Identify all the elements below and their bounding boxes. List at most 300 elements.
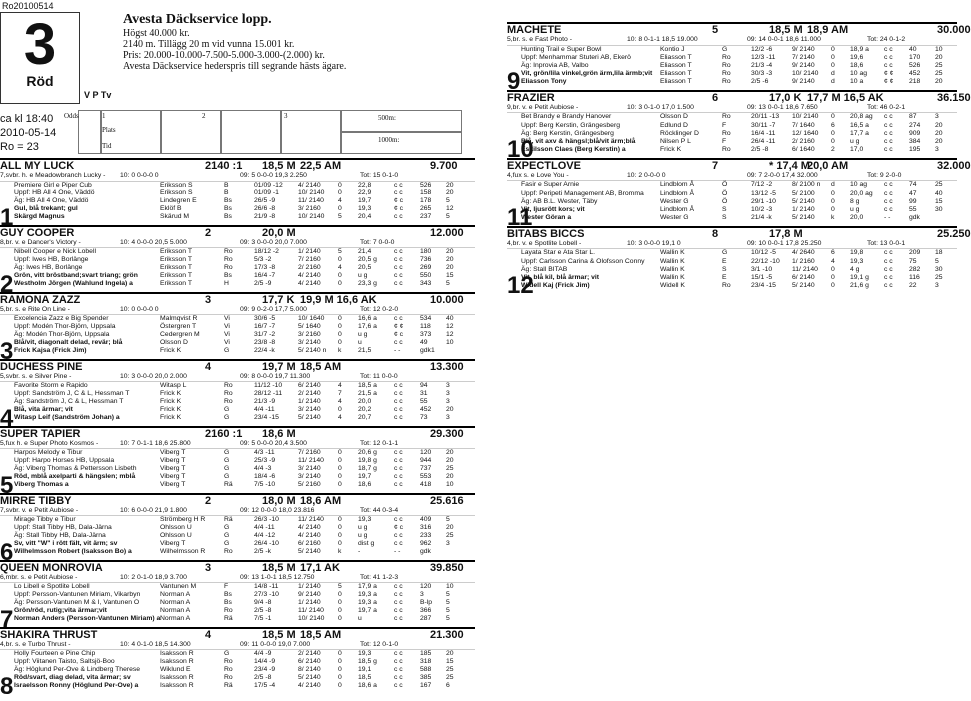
history-cell: 0 (831, 205, 835, 213)
history-cell: Rä (224, 480, 233, 488)
history-cell: Ohlsson U (160, 532, 192, 540)
history-cell: Strömberg H R (160, 516, 206, 524)
history-cell: Eliasson T (660, 61, 692, 69)
history-cell: c c (394, 472, 403, 480)
history-cell: 14/4 -9 (254, 658, 276, 666)
start-history-row (0, 674, 475, 682)
history-cell: 01/09 -12 (254, 181, 283, 189)
history-cell: Isaksson R (160, 673, 194, 681)
history-cell: 6 (831, 249, 835, 257)
horse-detail: Blå/vit, diagonalt delad, revär; blå (14, 339, 123, 347)
horse-detail: Vit, blå kil, blå ärmar; vit (521, 273, 600, 281)
history-cell: 5/ 2140 (298, 413, 321, 421)
horse-stats: Tot: 11 0-0-0 (360, 372, 398, 380)
history-cell: c c (394, 248, 403, 256)
history-cell: 20 (446, 449, 454, 457)
history-cell: 384 (909, 137, 921, 145)
history-cell: 120 (420, 449, 432, 457)
history-cell: Ro (722, 61, 731, 69)
history-cell: 20 (446, 256, 454, 264)
tid-label: Tid (102, 142, 112, 150)
history-cell: 19,8 g (358, 457, 377, 465)
history-cell: 94 (420, 382, 428, 390)
history-cell: 7/12 -2 (751, 181, 773, 189)
history-cell: 534 (420, 315, 432, 323)
history-cell: 10/ 2140 (298, 614, 325, 622)
history-cell: 20,4 (358, 213, 372, 221)
history-cell: gdk1 (420, 346, 435, 354)
race-title-block (123, 12, 346, 72)
history-cell: 3 (446, 390, 450, 398)
history-cell: 452 (909, 69, 921, 77)
history-cell: c c (394, 539, 403, 547)
history-cell: 18,6 (358, 480, 372, 488)
history-cell: 20 (446, 248, 454, 256)
horse-stats: 09: 11 0-0-0 19,0 7.000 (240, 640, 311, 648)
history-cell: Rä (224, 516, 233, 524)
history-cell: 20,5 g (358, 256, 377, 264)
history-cell: 5/ 2160 (298, 480, 321, 488)
history-cell: 11/ 2140 (298, 516, 324, 524)
horse-stats: 09: 8 0-0-0 19,7 11.300 (240, 372, 311, 380)
history-cell: 75 (909, 257, 917, 265)
start-history-row (0, 540, 475, 548)
history-cell: 10 ag (850, 181, 868, 189)
history-cell: 0 (338, 681, 342, 689)
history-cell: 0 (338, 516, 342, 524)
history-cell: 14/8 -11 (254, 583, 279, 591)
earnings: 21.300 (430, 628, 464, 641)
history-cell: 21,4 (358, 248, 372, 256)
history-cell: 18/4 -6 (254, 472, 276, 480)
history-cell: c c (394, 532, 403, 540)
history-cell: Olsson D (660, 113, 688, 121)
history-cell: 3 (446, 413, 450, 421)
history-cell: c c (884, 265, 893, 273)
start-history-row (0, 591, 475, 599)
earnings: 25.616 (430, 494, 464, 507)
history-cell: B (224, 189, 229, 197)
history-cell: 0 (338, 614, 342, 622)
horse-entry (0, 627, 475, 700)
history-cell: 9/ 2140 (792, 77, 815, 85)
history-cell: Vantunen M (160, 583, 197, 591)
history-cell: 0 (338, 658, 342, 666)
history-cell: 7/5 -10 (254, 480, 276, 488)
history-cell: 5 (446, 516, 450, 524)
start-number: 4 (0, 404, 14, 432)
post-position: 4 (205, 628, 212, 641)
history-cell: u g (358, 524, 368, 532)
horse-detail: Äg: Viberg Thomas & Pettersson Lisbeth (14, 465, 137, 473)
history-cell: d (831, 181, 835, 189)
history-cell: - (358, 547, 361, 555)
history-cell: c c (394, 272, 403, 280)
history-cell: 25 (935, 273, 943, 281)
record-2: 20,0 AM (807, 159, 849, 172)
start-history-row (0, 339, 475, 347)
record-1: 20,0 M (262, 226, 296, 239)
horse-stats: 10: 3 0-0-0 20,0 2.000 (120, 372, 187, 380)
history-cell: Ro (224, 665, 233, 673)
history-cell: 962 (420, 539, 432, 547)
history-cell: 20/11 -13 (751, 113, 780, 121)
history-cell: Viberg T (160, 465, 186, 473)
horse-name: SUPER TAPIER (0, 427, 81, 440)
history-cell: 18,5 (358, 673, 372, 681)
history-cell: 3/ 2140 (298, 339, 321, 347)
post-position: 4 (205, 360, 212, 373)
horse-stats: Tot: 15 0-1-0 (360, 172, 399, 179)
history-cell: 7 (338, 390, 342, 398)
history-cell: 23/4 -15 (751, 281, 776, 289)
race-header (0, 12, 475, 155)
start-history-row (0, 481, 475, 489)
history-cell: 2/5 -k (254, 547, 271, 555)
history-cell: c c (394, 673, 403, 681)
history-cell: 20,0 (358, 398, 372, 406)
horse-detail: Lo Libell e Spotlite Lobell (14, 583, 90, 591)
history-cell: 0 (831, 197, 835, 205)
horse-name: SHAKIRA THRUST (0, 628, 98, 641)
history-cell: 5 (446, 197, 450, 205)
history-cell: Frick K (160, 406, 182, 414)
history-cell: Frick K (160, 390, 182, 398)
history-cell: 16/4 -11 (751, 129, 776, 137)
history-cell: 22 (909, 281, 917, 289)
history-cell: 17,9 a (358, 583, 377, 591)
history-cell: 158 (420, 189, 432, 197)
history-cell: k (831, 213, 835, 221)
history-cell: 0 (338, 524, 342, 532)
history-cell: c c (394, 181, 403, 189)
horse-stats: 5,svbr. s. e Silver Pine - (0, 372, 72, 380)
history-cell: 3/1 -10 (751, 265, 773, 273)
start-number: 1 (0, 204, 14, 231)
horse-stats: 10: 0 0-0-0 0 (120, 305, 159, 313)
history-cell: Wester G (660, 197, 689, 205)
history-cell: 19,3 (358, 650, 372, 658)
history-cell: 26/6 -8 (254, 205, 276, 213)
history-cell: Frick K (160, 398, 182, 406)
history-cell: 40 (909, 45, 917, 53)
start-history-row (0, 650, 475, 658)
history-cell: Bs (224, 599, 232, 606)
record-2: 17,7 M 16,5 AK (807, 91, 884, 104)
history-cell: 4/4 -9 (254, 650, 272, 658)
history-cell: 27/3 -10 (254, 591, 279, 599)
horse-stats: 9,br. v. e Petit Aubiose - (507, 103, 579, 111)
horse-stats: 09: 14 0-0-1 18,6 11.000 (747, 36, 821, 43)
history-cell: 21,6 g (850, 281, 869, 289)
history-cell: 4/ 2140 (298, 532, 321, 540)
race-title: Avesta Däckservice lopp. (123, 12, 272, 27)
history-cell: 9/4 -8 (254, 599, 272, 606)
history-cell: Röcklinger D (660, 129, 699, 137)
earnings: 36.150 (937, 91, 971, 104)
horse-detail: Röd, mblå axelparti & hängslen; mblå (14, 472, 136, 480)
history-cell: c c (394, 480, 403, 488)
horse-stats: 4,br. s. e Turbo Thrust - (0, 640, 71, 648)
history-cell: 19,3 (358, 516, 372, 524)
history-cell: 47 (909, 189, 917, 197)
history-cell: 20,0 (850, 213, 864, 221)
history-cell: c c (884, 281, 893, 289)
history-cell: 25 (935, 69, 943, 77)
history-cell: 9/ 2140 (792, 61, 815, 69)
history-cell: Eriksson T (160, 256, 192, 264)
history-cell: 5 (446, 591, 450, 599)
start-history-row (0, 347, 475, 355)
start-history-row (507, 198, 957, 206)
history-cell: 2 (831, 145, 835, 153)
horse-stats: Tot: 41 1-2-3 (360, 573, 399, 581)
history-cell: c c (394, 599, 403, 606)
history-cell: 12 (446, 205, 454, 213)
history-cell: 0 (338, 189, 342, 197)
history-cell: 7/ 2140 (792, 53, 815, 61)
horse-entry (507, 226, 971, 299)
start-history-row (0, 465, 475, 473)
history-cell: 15 (935, 197, 943, 205)
race-number: 3 (23, 12, 57, 77)
history-cell: E (722, 257, 727, 265)
start-history-row (507, 266, 957, 274)
history-cell: 25 (446, 673, 454, 681)
history-cell: 8/ 2100 n (792, 181, 821, 189)
history-cell: 18,5 a (358, 382, 377, 390)
history-cell: Ro (722, 53, 731, 61)
history-cell: 269 (420, 264, 432, 272)
record-2: 18,5 AM (300, 360, 342, 373)
history-cell: 209 (909, 249, 921, 257)
post-position: 2140 :1 (205, 160, 243, 172)
history-cell: 0 (338, 205, 342, 213)
history-cell: 737 (420, 465, 432, 473)
history-cell: ¢ c (394, 197, 404, 205)
start-number: 3 (0, 337, 14, 365)
horse-detail: Äg: Sandström J, C & L, Hessman T (14, 398, 124, 406)
history-cell: 1/ 2160 (792, 257, 815, 265)
history-cell: 10 (446, 583, 454, 591)
earnings: 10.000 (430, 293, 464, 306)
history-cell: 11/ 2140 (298, 457, 324, 465)
race-time: ca kl 18:40 (0, 113, 54, 125)
history-cell: 0 (338, 315, 342, 323)
history-cell: Vi (224, 315, 230, 323)
start-history-row (507, 190, 957, 198)
history-cell: Wilhelmsson R (160, 547, 206, 555)
history-cell: Bs (224, 272, 232, 280)
horse-stats: Tot: 12 0-1-0 (360, 640, 399, 648)
history-cell: 29/1 -10 (751, 197, 776, 205)
history-cell: G (224, 532, 230, 540)
history-cell: ¢ ¢ (394, 323, 404, 331)
history-cell: 15/1 -5 (751, 273, 773, 281)
start-history-row (0, 398, 475, 406)
start-history-row (0, 382, 475, 390)
start-history-row (0, 516, 475, 524)
history-cell: Bs (224, 213, 232, 221)
horse-detail: Norman Anders (Persson-Vantunen Miriam) a (14, 614, 161, 622)
history-cell: 2/5 -8 (254, 673, 272, 681)
history-cell: 5 (446, 599, 450, 606)
start-history-row (507, 46, 957, 54)
earnings: 39.850 (430, 561, 464, 574)
history-cell: Frick K (160, 413, 182, 421)
history-cell: Vi (224, 331, 230, 339)
horse-detail: Favorite Storm e Rapido (14, 382, 88, 390)
history-cell: S (722, 265, 727, 273)
start-history-row (0, 264, 475, 272)
history-cell: 218 (909, 77, 921, 85)
history-cell: 233 (420, 532, 432, 540)
post-position: 6 (712, 91, 719, 104)
split-1000: 1000m: (378, 136, 400, 144)
horse-detail: Westholm Jörgen (Wahlund Ingela) a (14, 280, 133, 288)
history-cell: Edlund D (660, 121, 688, 129)
earnings: 32.000 (937, 159, 971, 172)
history-cell: 19,8 (850, 249, 864, 257)
history-cell: 20 (446, 524, 454, 532)
history-cell: G (224, 449, 230, 457)
history-cell: 17,0 (850, 145, 864, 153)
history-cell: Ro (722, 145, 731, 153)
history-cell: 20 (446, 457, 454, 465)
history-cell: 10/ 2140 (792, 69, 819, 77)
horse-detail: Premiere Girl e Piper Cub (14, 181, 92, 189)
history-cell: 5/ 2140 (298, 547, 321, 555)
history-cell: 01/09 -1 (254, 189, 279, 197)
history-cell: 287 (420, 614, 432, 622)
history-cell: 74 (909, 181, 917, 189)
start-history-row (0, 532, 475, 540)
history-cell: - - (884, 213, 891, 221)
horse-stats: Tot: 7 0-0-0 (360, 238, 395, 246)
post-position: 7 (712, 159, 719, 172)
history-cell: 40 (935, 189, 943, 197)
history-cell: 118 (420, 323, 431, 331)
history-cell: Eliasson T (660, 53, 692, 61)
history-cell: 170 (909, 53, 921, 61)
post-position: 5 (712, 24, 719, 36)
history-cell: 5 (446, 213, 450, 221)
start-history-row (0, 315, 475, 323)
history-cell: d (831, 69, 835, 77)
horse-detail: Fasir e Super Arnie (521, 181, 580, 189)
history-cell: 17,6 a (358, 323, 377, 331)
history-cell: 6/ 2140 (298, 382, 321, 390)
history-cell: 274 (909, 121, 921, 129)
history-cell: 18/12 -2 (254, 248, 279, 256)
start-history-row (0, 280, 475, 288)
history-cell: 16/4 -7 (254, 272, 276, 280)
history-cell: 26/5 -9 (254, 197, 276, 205)
start-history-row (0, 658, 475, 666)
history-cell: 16/7 -7 (254, 323, 276, 331)
history-cell: 3/ 2160 (298, 205, 321, 213)
history-cell: 20 (446, 189, 454, 197)
race-prizes: Pris: 20.000-10.000-7.500-5.000-3.000-(2.000) kr. (123, 50, 325, 61)
history-cell: 4/ 2140 (298, 280, 321, 288)
history-cell: 20,6 g (358, 449, 377, 457)
horse-detail: Uppf: Iwes HB, Borlänge (14, 256, 89, 264)
history-cell: Norman A (160, 599, 191, 606)
horse-detail: Äg: Modén Thor-Björn, Uppsala (14, 331, 110, 339)
history-cell: 4/ 2140 (298, 524, 321, 532)
horse-detail: Layata Star e Ata Star L. (521, 249, 596, 257)
history-cell: 4 (338, 413, 342, 421)
start-history-row (507, 214, 957, 222)
history-cell: 22/12 -10 (751, 257, 780, 265)
horse-detail: Äg: Iwes HB, Borlänge (14, 264, 83, 272)
history-cell: 20 (446, 181, 454, 189)
history-cell: c c (394, 398, 403, 406)
game-types: V P Tv (84, 90, 112, 100)
history-cell: d (831, 77, 835, 85)
history-cell: c c (394, 465, 403, 473)
history-cell: 5/ 2140 (792, 197, 815, 205)
history-cell: 2/5 -8 (254, 606, 272, 614)
history-cell: G (224, 406, 230, 414)
start-history-row (0, 248, 475, 256)
history-cell: 0 (338, 532, 342, 540)
horse-detail: Sv, vitt "W" i rött fält, vit ärm; sv (14, 539, 118, 547)
history-cell: Olsson D (160, 339, 188, 347)
horse-name: DUCHESS PINE (0, 360, 83, 373)
start-history-row (0, 205, 475, 213)
history-cell: c c (394, 449, 403, 457)
history-cell: Eliasson T (660, 77, 692, 85)
history-cell: Wallin K (660, 273, 685, 281)
history-cell: 3 (446, 539, 450, 547)
horse-entry (0, 359, 475, 432)
grid-col-3: 3 (284, 112, 288, 120)
history-cell: 180 (420, 248, 432, 256)
horse-entry (0, 426, 475, 499)
history-cell: 4/4 -11 (254, 406, 275, 414)
history-cell: 4/4 -11 (254, 524, 275, 532)
start-history-row (507, 181, 957, 189)
history-cell: 5/ 2140 (792, 281, 815, 289)
history-cell: 0 (338, 331, 342, 339)
horse-name: EXPECTLOVE (507, 159, 581, 172)
history-cell: 3/ 2140 (298, 472, 321, 480)
history-cell: c c (884, 145, 893, 153)
history-cell: 20 (446, 264, 454, 272)
history-cell: 26/3 -10 (254, 516, 279, 524)
history-cell: Lindegren E (160, 197, 197, 205)
history-cell: 185 (420, 650, 432, 658)
history-cell: u g (358, 331, 368, 339)
entries-left-column (0, 158, 475, 700)
horse-stats: 09: 3 0-0-0 20,0 7.000 (240, 238, 307, 246)
history-cell: c c (884, 249, 893, 257)
history-cell: 3 (935, 113, 939, 121)
history-cell: 10/ 2140 (298, 189, 325, 197)
history-cell: 4 (338, 264, 342, 272)
history-cell: 30/3 -3 (751, 69, 773, 77)
earnings: 13.300 (430, 360, 464, 373)
history-cell: Viberg T (160, 539, 186, 547)
history-cell: 6/ 2140 (792, 273, 815, 281)
history-cell: u g (850, 205, 860, 213)
horse-stats: 09: 9 0-2-0 17,7 5.000 (240, 305, 307, 313)
history-cell: 20,2 (358, 406, 372, 414)
history-cell: 10/12 -5 (751, 249, 776, 257)
history-cell: 4/4 -3 (254, 465, 272, 473)
record-2: 18,6 AM (300, 494, 342, 507)
